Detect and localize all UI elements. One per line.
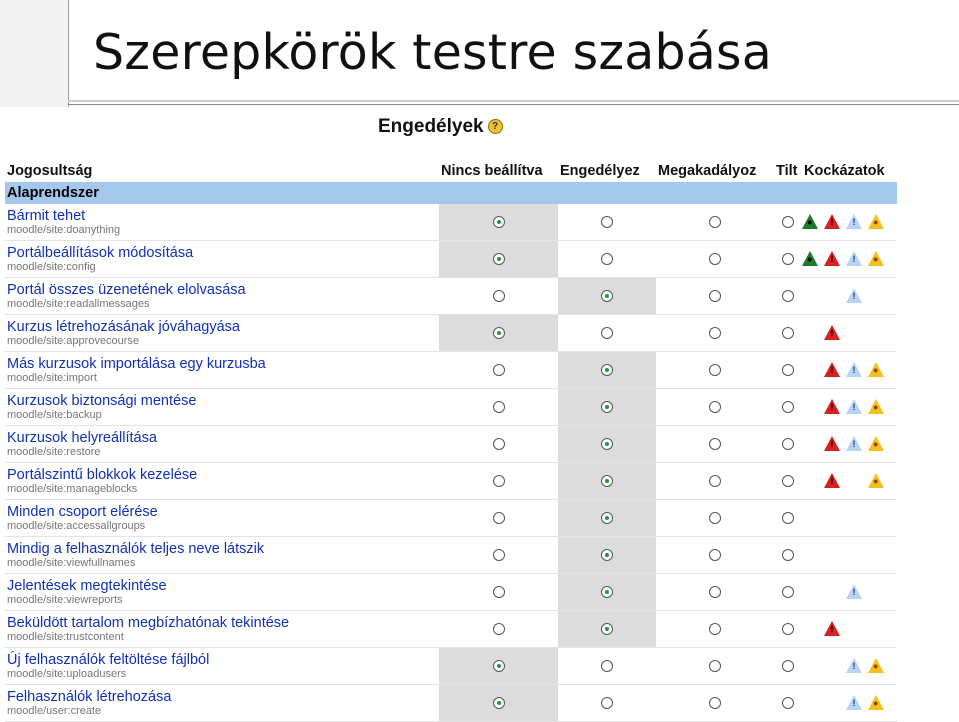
radio-prevent-cell bbox=[656, 204, 774, 241]
risk-placeholder bbox=[846, 325, 862, 340]
table-header-row bbox=[5, 160, 897, 182]
risk-placeholder bbox=[824, 658, 840, 673]
radio-not-set[interactable] bbox=[493, 364, 505, 376]
radio-not-set-cell bbox=[439, 204, 558, 241]
radio-prevent[interactable] bbox=[709, 216, 721, 228]
radio-prevent[interactable] bbox=[709, 253, 721, 265]
risk-placeholder bbox=[802, 584, 818, 599]
risk-xss-icon[interactable] bbox=[846, 288, 862, 303]
permission-link[interactable]: Kurzus létrehozásának jóváhagyása bbox=[7, 318, 240, 335]
group-header: Alaprendszer bbox=[5, 182, 897, 204]
permission-name-cell bbox=[5, 315, 439, 352]
radio-prevent[interactable] bbox=[709, 364, 721, 376]
radio-prohibit[interactable] bbox=[782, 401, 794, 413]
radio-prohibit-cell bbox=[774, 500, 802, 537]
permission-link[interactable]: Új felhasználók feltöltése fájlból bbox=[7, 651, 210, 668]
risks-cell bbox=[802, 648, 897, 685]
col-header-risks: Kockázatok bbox=[804, 163, 885, 179]
radio-prohibit-cell bbox=[774, 463, 802, 500]
risk-xss-icon[interactable] bbox=[846, 214, 862, 229]
permission-link[interactable]: Kurzusok helyreállítása bbox=[7, 429, 157, 446]
risk-config-icon[interactable] bbox=[824, 251, 840, 266]
radio-allow[interactable] bbox=[601, 327, 613, 339]
table-row bbox=[5, 352, 897, 389]
radio-prevent[interactable] bbox=[709, 327, 721, 339]
radio-prevent-cell bbox=[656, 611, 774, 648]
radio-prevent[interactable] bbox=[709, 475, 721, 487]
permission-link[interactable]: Mindig a felhasználók teljes neve látszik bbox=[7, 540, 265, 557]
risk-placeholder bbox=[802, 436, 818, 451]
table-row bbox=[5, 241, 897, 278]
risk-xss-icon[interactable] bbox=[846, 251, 862, 266]
risk-placeholder bbox=[824, 584, 840, 599]
risk-spam-icon[interactable] bbox=[868, 473, 884, 488]
radio-allow-cell bbox=[558, 426, 656, 463]
radio-prohibit-cell bbox=[774, 241, 802, 278]
radio-prohibit[interactable] bbox=[782, 327, 794, 339]
risk-spam-icon[interactable] bbox=[868, 214, 884, 229]
permissions-heading bbox=[378, 116, 503, 138]
radio-not-set-cell bbox=[439, 685, 558, 722]
radio-not-set-cell bbox=[439, 352, 558, 389]
risk-config-icon[interactable] bbox=[824, 362, 840, 377]
risk-placeholder bbox=[846, 473, 862, 488]
capability-id: moodle/site:manageblocks bbox=[7, 482, 138, 495]
permission-link[interactable]: Portál összes üzenetének elolvasása bbox=[7, 281, 246, 298]
capability-id: moodle/site:readallmessages bbox=[7, 297, 150, 310]
radio-allow[interactable] bbox=[601, 401, 613, 413]
radio-prevent[interactable] bbox=[709, 586, 721, 598]
radio-not-set[interactable] bbox=[493, 327, 505, 339]
radio-allow[interactable] bbox=[601, 512, 613, 524]
permission-link[interactable]: Portálbeállítások módosítása bbox=[7, 244, 194, 261]
capability-id: moodle/site:accessallgroups bbox=[7, 519, 146, 532]
col-header-prevent: Megakadályoz bbox=[658, 163, 757, 179]
risk-placeholder bbox=[802, 325, 818, 340]
radio-not-set[interactable] bbox=[493, 216, 505, 228]
table-row bbox=[5, 537, 897, 574]
risk-xss-icon[interactable] bbox=[846, 695, 862, 710]
capability-id: moodle/site:trustcontent bbox=[7, 630, 124, 643]
radio-prevent-cell bbox=[656, 352, 774, 389]
col-header-permission: Jogosultság bbox=[7, 163, 93, 179]
radio-prohibit-cell bbox=[774, 389, 802, 426]
risks-cell bbox=[802, 204, 897, 241]
capability-id: moodle/site:doanything bbox=[7, 223, 121, 236]
radio-not-set[interactable] bbox=[493, 290, 505, 302]
permission-name-cell bbox=[5, 426, 439, 463]
radio-prevent-cell bbox=[656, 574, 774, 611]
radio-allow-cell bbox=[558, 648, 656, 685]
radio-allow[interactable] bbox=[601, 216, 613, 228]
table-row bbox=[5, 611, 897, 648]
radio-allow-cell bbox=[558, 352, 656, 389]
permission-name-cell bbox=[5, 611, 439, 648]
risk-placeholder bbox=[868, 325, 884, 340]
radio-allow[interactable] bbox=[601, 697, 613, 709]
risk-personal-icon[interactable] bbox=[802, 214, 818, 229]
radio-prohibit[interactable] bbox=[782, 364, 794, 376]
risk-placeholder bbox=[824, 695, 840, 710]
capability-id: moodle/site:config bbox=[7, 260, 96, 273]
capability-id: moodle/site:restore bbox=[7, 445, 101, 458]
permission-name-cell bbox=[5, 463, 439, 500]
radio-prevent-cell bbox=[656, 685, 774, 722]
radio-prohibit[interactable] bbox=[782, 586, 794, 598]
radio-prevent[interactable] bbox=[709, 512, 721, 524]
risk-placeholder bbox=[824, 288, 840, 303]
capability-id: moodle/site:viewfullnames bbox=[7, 556, 136, 569]
table-row bbox=[5, 315, 897, 352]
radio-not-set-cell bbox=[439, 278, 558, 315]
risk-placeholder bbox=[802, 621, 818, 636]
radio-prevent[interactable] bbox=[709, 401, 721, 413]
radio-prohibit-cell bbox=[774, 204, 802, 241]
radio-not-set-cell bbox=[439, 463, 558, 500]
capability-id: moodle/site:uploadusers bbox=[7, 667, 127, 680]
radio-prevent[interactable] bbox=[709, 438, 721, 450]
radio-not-set[interactable] bbox=[493, 549, 505, 561]
risk-xss-icon[interactable] bbox=[846, 399, 862, 414]
risks-cell bbox=[802, 315, 897, 352]
radio-prevent-cell bbox=[656, 241, 774, 278]
risks-cell bbox=[802, 574, 897, 611]
permission-link[interactable]: Bármit tehet bbox=[7, 207, 86, 224]
risk-placeholder bbox=[868, 288, 884, 303]
permission-name-cell bbox=[5, 500, 439, 537]
risks-cell bbox=[802, 389, 897, 426]
radio-not-set-cell bbox=[439, 389, 558, 426]
risk-spam-icon[interactable] bbox=[868, 251, 884, 266]
risk-xss-icon[interactable] bbox=[846, 584, 862, 599]
radio-allow[interactable] bbox=[601, 475, 613, 487]
radio-prohibit[interactable] bbox=[782, 290, 794, 302]
permission-link[interactable]: Minden csoport elérése bbox=[7, 503, 158, 520]
permission-link[interactable]: Kurzusok biztonsági mentése bbox=[7, 392, 197, 409]
radio-allow[interactable] bbox=[601, 549, 613, 561]
permission-name-cell bbox=[5, 278, 439, 315]
risks-cell bbox=[802, 278, 897, 315]
col-header-prohibit: Tilt bbox=[776, 163, 798, 179]
table-row bbox=[5, 463, 897, 500]
radio-not-set-cell bbox=[439, 611, 558, 648]
risk-xss-icon[interactable] bbox=[846, 362, 862, 377]
risk-placeholder bbox=[802, 473, 818, 488]
radio-prohibit[interactable] bbox=[782, 438, 794, 450]
radio-prohibit[interactable] bbox=[782, 549, 794, 561]
radio-prohibit[interactable] bbox=[782, 623, 794, 635]
radio-not-set-cell bbox=[439, 426, 558, 463]
group-header-row bbox=[5, 182, 897, 204]
permission-link[interactable]: Más kurzusok importálása egy kurzusba bbox=[7, 355, 266, 372]
slide-title: Szerepkörök testre szabása bbox=[93, 24, 772, 81]
table-row bbox=[5, 426, 897, 463]
risk-xss-icon[interactable] bbox=[846, 658, 862, 673]
risk-config-icon[interactable] bbox=[824, 621, 840, 636]
radio-allow-cell bbox=[558, 500, 656, 537]
radio-prevent[interactable] bbox=[709, 290, 721, 302]
radio-not-set[interactable] bbox=[493, 660, 505, 672]
radio-allow[interactable] bbox=[601, 586, 613, 598]
title-divider bbox=[68, 0, 69, 107]
capability-id: moodle/site:backup bbox=[7, 408, 102, 421]
radio-prohibit[interactable] bbox=[782, 253, 794, 265]
permission-name-cell bbox=[5, 648, 439, 685]
radio-allow-cell bbox=[558, 204, 656, 241]
radio-prohibit-cell bbox=[774, 426, 802, 463]
radio-allow-cell bbox=[558, 685, 656, 722]
risk-placeholder bbox=[868, 584, 884, 599]
risk-xss-icon[interactable] bbox=[846, 436, 862, 451]
risks-cell bbox=[802, 537, 897, 574]
risk-placeholder bbox=[802, 399, 818, 414]
radio-prevent-cell bbox=[656, 315, 774, 352]
risk-spam-icon[interactable] bbox=[868, 399, 884, 414]
risks-cell bbox=[802, 463, 897, 500]
permission-link[interactable]: Portálszintű blokkok kezelése bbox=[7, 466, 198, 483]
radio-prevent-cell bbox=[656, 500, 774, 537]
radio-prohibit-cell bbox=[774, 574, 802, 611]
radio-not-set-cell bbox=[439, 648, 558, 685]
radio-not-set[interactable] bbox=[493, 586, 505, 598]
capability-id: moodle/site:viewreports bbox=[7, 593, 123, 606]
radio-prevent-cell bbox=[656, 537, 774, 574]
title-rule-dark bbox=[68, 104, 959, 105]
permission-name-cell bbox=[5, 204, 439, 241]
radio-not-set-cell bbox=[439, 500, 558, 537]
permission-name-cell bbox=[5, 537, 439, 574]
radio-prohibit[interactable] bbox=[782, 216, 794, 228]
radio-not-set-cell bbox=[439, 537, 558, 574]
radio-allow[interactable] bbox=[601, 253, 613, 265]
radio-allow-cell bbox=[558, 611, 656, 648]
radio-not-set-cell bbox=[439, 241, 558, 278]
risk-config-icon[interactable] bbox=[824, 436, 840, 451]
radio-prohibit-cell bbox=[774, 648, 802, 685]
title-rule bbox=[68, 100, 959, 102]
risk-placeholder bbox=[802, 288, 818, 303]
permission-link[interactable]: Felhasználók létrehozása bbox=[7, 688, 172, 705]
slide-left-bar bbox=[0, 0, 68, 107]
risk-placeholder bbox=[802, 695, 818, 710]
table-row bbox=[5, 389, 897, 426]
radio-prohibit-cell bbox=[774, 685, 802, 722]
radio-prohibit[interactable] bbox=[782, 660, 794, 672]
radio-allow-cell bbox=[558, 537, 656, 574]
risk-placeholder bbox=[868, 621, 884, 636]
risk-config-icon[interactable] bbox=[824, 473, 840, 488]
table-row bbox=[5, 500, 897, 537]
risks-cell bbox=[802, 685, 897, 722]
radio-allow-cell bbox=[558, 241, 656, 278]
permissions-table bbox=[5, 160, 897, 722]
table-row bbox=[5, 204, 897, 241]
radio-allow-cell bbox=[558, 574, 656, 611]
table-row bbox=[5, 685, 897, 722]
radio-prevent[interactable] bbox=[709, 623, 721, 635]
risk-config-icon[interactable] bbox=[824, 399, 840, 414]
permission-name-cell bbox=[5, 685, 439, 722]
radio-not-set[interactable] bbox=[493, 623, 505, 635]
col-header-allow: Engedélyez bbox=[560, 163, 640, 179]
risk-spam-icon[interactable] bbox=[868, 436, 884, 451]
radio-prohibit-cell bbox=[774, 611, 802, 648]
radio-allow[interactable] bbox=[601, 623, 613, 635]
radio-allow[interactable] bbox=[601, 290, 613, 302]
risks-cell bbox=[802, 500, 897, 537]
permission-name-cell bbox=[5, 352, 439, 389]
risk-config-icon[interactable] bbox=[824, 214, 840, 229]
radio-prohibit[interactable] bbox=[782, 512, 794, 524]
risk-spam-icon[interactable] bbox=[868, 695, 884, 710]
permission-name-cell bbox=[5, 574, 439, 611]
radio-not-set[interactable] bbox=[493, 401, 505, 413]
radio-prevent-cell bbox=[656, 463, 774, 500]
radio-prevent[interactable] bbox=[709, 697, 721, 709]
radio-allow-cell bbox=[558, 463, 656, 500]
radio-prohibit-cell bbox=[774, 537, 802, 574]
radio-prevent-cell bbox=[656, 648, 774, 685]
radio-prohibit-cell bbox=[774, 315, 802, 352]
table-row bbox=[5, 574, 897, 611]
radio-not-set[interactable] bbox=[493, 475, 505, 487]
risks-cell bbox=[802, 426, 897, 463]
risk-placeholder bbox=[846, 621, 862, 636]
permission-name-cell bbox=[5, 241, 439, 278]
radio-allow-cell bbox=[558, 389, 656, 426]
risk-placeholder bbox=[802, 658, 818, 673]
radio-prevent[interactable] bbox=[709, 660, 721, 672]
radio-not-set[interactable] bbox=[493, 438, 505, 450]
help-icon[interactable]: ? bbox=[488, 119, 503, 134]
capability-id: moodle/user:create bbox=[7, 704, 102, 717]
risk-spam-icon[interactable] bbox=[868, 658, 884, 673]
col-header-not-set: Nincs beállítva bbox=[441, 163, 543, 179]
permission-name-cell bbox=[5, 389, 439, 426]
risks-cell bbox=[802, 611, 897, 648]
risk-personal-icon[interactable] bbox=[802, 251, 818, 266]
radio-prevent-cell bbox=[656, 278, 774, 315]
radio-not-set[interactable] bbox=[493, 512, 505, 524]
radio-prohibit-cell bbox=[774, 352, 802, 389]
table-row bbox=[5, 648, 897, 685]
risks-cell bbox=[802, 241, 897, 278]
radio-not-set-cell bbox=[439, 315, 558, 352]
permission-link[interactable]: Beküldött tartalom megbízhatónak tekintése bbox=[7, 614, 290, 631]
radio-allow[interactable] bbox=[601, 438, 613, 450]
risks-cell bbox=[802, 352, 897, 389]
capability-id: moodle/site:approvecourse bbox=[7, 334, 140, 347]
radio-prevent-cell bbox=[656, 426, 774, 463]
radio-prohibit[interactable] bbox=[782, 475, 794, 487]
radio-allow[interactable] bbox=[601, 660, 613, 672]
radio-prohibit[interactable] bbox=[782, 697, 794, 709]
risk-placeholder bbox=[802, 362, 818, 377]
radio-not-set-cell bbox=[439, 574, 558, 611]
radio-not-set[interactable] bbox=[493, 253, 505, 265]
radio-prohibit-cell bbox=[774, 278, 802, 315]
radio-prevent[interactable] bbox=[709, 549, 721, 561]
radio-not-set[interactable] bbox=[493, 697, 505, 709]
capability-id: moodle/site:import bbox=[7, 371, 97, 384]
radio-allow-cell bbox=[558, 315, 656, 352]
radio-allow[interactable] bbox=[601, 364, 613, 376]
radio-prevent-cell bbox=[656, 389, 774, 426]
radio-allow-cell bbox=[558, 278, 656, 315]
risk-config-icon[interactable] bbox=[824, 325, 840, 340]
permission-link[interactable]: Jelentések megtekintése bbox=[7, 577, 167, 594]
risk-spam-icon[interactable] bbox=[868, 362, 884, 377]
table-row bbox=[5, 278, 897, 315]
permissions-heading-text: Engedélyek bbox=[378, 116, 484, 137]
